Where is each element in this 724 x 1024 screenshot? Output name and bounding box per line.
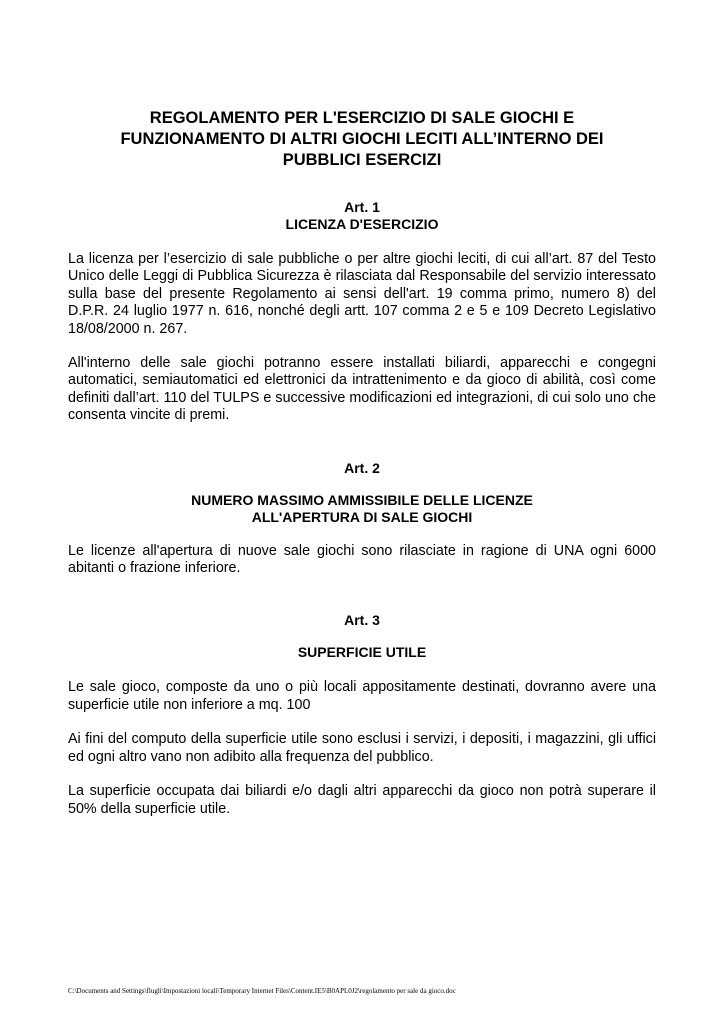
article-heading [68,644,656,661]
article-heading [68,216,656,233]
article-number: Art. 3 [344,612,380,629]
article-heading-line: SUPERFICIE UTILE [297,644,427,661]
document-page [68,108,656,818]
article-heading-line: NUMERO MASSIMO AMMISSIBILE DELLE LICENZE [191,491,533,508]
article-1 [68,198,656,425]
article-heading [68,492,656,526]
article-3 [68,611,656,817]
footer-file-path: C:\Documents and Settings\flugli\Impostazioni locali\Temporary Internet Files\Content.IE5\B0APL0J2\regolamento per sale da gioco.doc [68,987,456,995]
title-line-3: PUBBLICI ESERCIZI [282,151,442,169]
article-paragraph: La superficie occupata dai biliardi e/o dagli altri apparecchi da gioco non potrà superare il 50% della superficie utile. [68,783,656,817]
title-line-1: REGOLAMENTO PER L'ESERCIZIO DI SALE GIOCHI E [149,109,575,127]
article-heading-line: LICENZA D'ESERCIZIO [285,216,439,232]
article-paragraph: La licenza per l’esercizio di sale pubbliche o per altre giochi leciti, di cui all’art. 87 del Testo Unico delle Leggi di Pubblica Sicurezza è rilasciata dal Responsabile del servizio interessato sulla base del presente Regolamento ai sensi dell'art. 19 comma primo, numero 8) del D.P.R. 24 luglio 1977 n. 616, nonché degli artt. 107 comma 2 e 5 e 109 Decreto Legislativo 18/08/2000 n. 267. [68,251,656,337]
article-paragraph: Le sale gioco, composte da uno o più locali appositamente destinati, dovranno avere una superficie utile non inferiore a mq. 100 [68,679,656,713]
article-heading-line: ALL'APERTURA DI SALE GIOCHI [251,508,473,525]
title-line-2: FUNZIONAMENTO DI ALTRI GIOCHI LECITI ALL’INTERNO DEI [120,130,604,148]
article-paragraph: All'interno delle sale giochi potranno essere installati biliardi, apparecchi e congegni automatici, semiautomatici ed elettronici da intrattenimento e da gioco di abilità, così come definiti dall’art. 110 del TULPS e successive modificazioni ed integrazioni, di cui solo uno che consenta vincite di premi. [68,355,656,424]
article-number: Art. 1 [344,199,380,215]
article-paragraph: Ai fini del computo della superficie utile sono esclusi i servizi, i depositi, i magazzini, gli uffici ed ogni altro vano non adibito alla frequenza del pubblico. [68,731,656,765]
article-2 [68,459,656,578]
document-title [68,108,656,171]
article-number: Art. 2 [344,459,380,476]
article-paragraph: Le licenze all'apertura di nuove sale giochi sono rilasciate in ragione di UNA ogni 6000 abitanti o frazione inferiore. [68,542,656,577]
